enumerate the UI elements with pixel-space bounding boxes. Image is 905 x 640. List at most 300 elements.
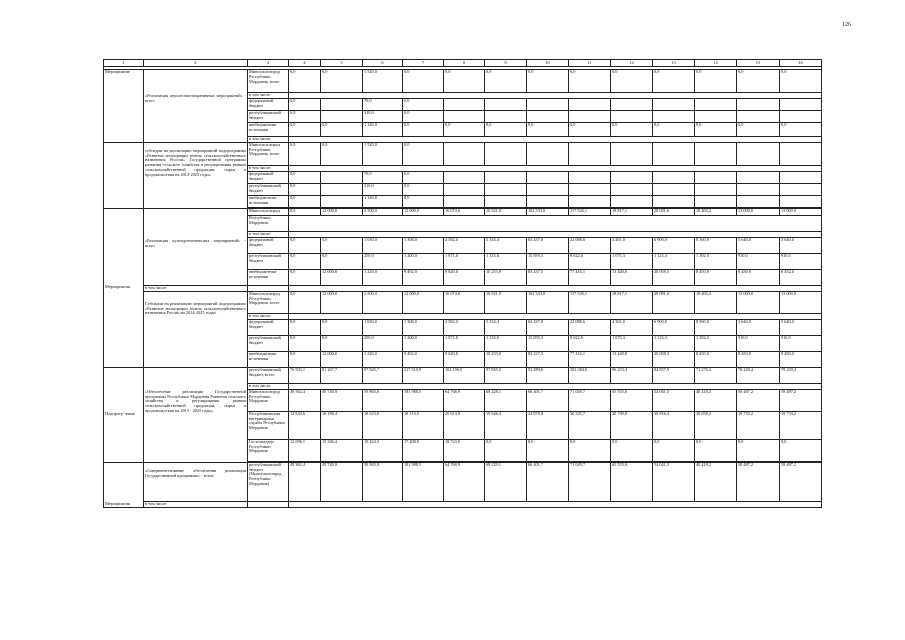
value-cell: 0,0 — [444, 123, 485, 137]
value-cell: 250,0 — [363, 335, 403, 351]
value-cell — [695, 99, 737, 111]
source-cell: республиканский бюджет, всего — [248, 367, 289, 383]
column-header-1: 1 — [104, 60, 144, 67]
value-cell: 18 723,6 — [444, 439, 485, 461]
value-cell: 71 049,7 — [569, 462, 611, 501]
column-header-16: 16 — [780, 60, 822, 67]
value-cell: 13 000,0 — [737, 291, 780, 313]
value-cell: 16 180,4 — [321, 411, 363, 439]
value-cell: 0,0 — [321, 237, 363, 253]
value-cell: 78 220,4 — [780, 367, 822, 383]
value-cell: 0,0 — [321, 253, 363, 269]
value-cell — [527, 171, 569, 183]
value-cell: 65 555,6 — [611, 389, 653, 411]
value-cell: 3 640,0 — [780, 319, 822, 335]
value-cell: 0,0 — [569, 70, 611, 93]
source-cell: Минсельхозпрод Республики Мордовия, всего — [248, 70, 289, 93]
page-number: 126 — [842, 22, 851, 28]
value-cell: 0,0 — [611, 70, 653, 93]
value-cell: 8 452,0 — [780, 269, 822, 285]
empty-cell — [289, 501, 822, 507]
row-type-cell: Мероприятия — [104, 208, 144, 367]
value-cell: 1 392,5 — [695, 335, 737, 351]
source-cell: республиканский бюджет (Минсельхозпрод Республики Мордовия) — [248, 462, 289, 501]
value-cell: 0,0 — [403, 142, 444, 165]
value-cell — [485, 99, 527, 111]
value-cell: 68 228,1 — [485, 389, 527, 411]
value-cell — [611, 183, 653, 195]
source-cell: федеральный бюджет — [248, 99, 289, 111]
value-cell: 49 740,9 — [321, 462, 363, 501]
value-cell — [653, 195, 695, 207]
value-cell: 0,0 — [321, 70, 363, 93]
value-cell: 181 988,5 — [403, 462, 444, 501]
value-cell — [737, 195, 780, 207]
value-cell: 0,0 — [403, 183, 444, 195]
value-cell: 97 925,7 — [363, 367, 403, 383]
value-cell: 54 041,5 — [653, 389, 695, 411]
value-cell — [737, 99, 780, 111]
value-cell: 162 533,8 — [527, 291, 569, 313]
value-cell — [485, 195, 527, 207]
value-cell: 0,0 — [653, 70, 695, 93]
value-cell: 1 871,8 — [444, 253, 485, 269]
value-cell: 0,0 — [321, 142, 363, 165]
value-cell: 0,0 — [289, 111, 321, 123]
column-header-7: 7 — [403, 60, 444, 67]
value-cell — [737, 142, 780, 165]
value-cell: 1 308,0 — [403, 237, 444, 253]
budget-table — [103, 59, 822, 508]
value-cell — [611, 99, 653, 111]
value-cell: 20 058,3 — [653, 351, 695, 367]
value-cell: 54 041,5 — [653, 462, 695, 501]
value-cell — [527, 195, 569, 207]
column-header-6: 6 — [363, 60, 403, 67]
value-cell — [485, 183, 527, 195]
value-cell: 0,0 — [403, 99, 444, 111]
source-cell: Гостехнадзор Республики Мордовия — [248, 439, 289, 461]
value-cell: 49 362,4 — [289, 462, 321, 501]
value-cell: 5 334,4 — [485, 319, 527, 335]
value-cell: 4 201,0 — [611, 237, 653, 253]
value-cell — [695, 142, 737, 165]
source-cell: республиканский бюджет — [248, 111, 289, 123]
value-cell: 0,0 — [695, 439, 737, 461]
table-row — [104, 70, 822, 93]
source-cell: Минсельхозпрод — [248, 208, 289, 215]
value-cell: 0,0 — [737, 439, 780, 461]
value-cell: 70,0 — [363, 99, 403, 111]
value-cell: 9 492,0 — [403, 269, 444, 285]
value-cell: 22 088,6 — [569, 237, 611, 253]
value-cell: 8 450,0 — [780, 351, 822, 367]
subtotal-label: в том числе: — [144, 285, 248, 291]
source-cell: федеральный бюджет — [248, 237, 289, 253]
value-cell: 162 533,8 — [527, 208, 569, 215]
value-cell: 1 220,0 — [363, 269, 403, 285]
value-cell: 97 855,5 — [485, 367, 527, 383]
value-cell: 3 640,0 — [737, 319, 780, 335]
value-cell: 19 626,4 — [485, 411, 527, 439]
value-cell: 83 237,5 — [527, 351, 569, 367]
value-cell: 910,0 — [780, 335, 822, 351]
value-cell: 64 768,9 — [444, 462, 485, 501]
value-cell — [611, 111, 653, 123]
value-cell: 59 865,8 — [363, 462, 403, 501]
table-row — [104, 501, 822, 507]
value-cell: 117 526,1 — [569, 208, 611, 215]
value-cell: 1 333,6 — [485, 253, 527, 269]
value-cell: 12 000,0 — [321, 269, 363, 285]
value-cell: 12 696,1 — [289, 439, 321, 461]
value-cell: 0,0 — [569, 123, 611, 137]
source-cell: в том числе: — [248, 231, 289, 237]
value-cell — [695, 183, 737, 195]
row-type-cell: Мероприятие — [104, 70, 144, 143]
source-cell: федеральный бюджет — [248, 319, 289, 335]
value-cell: 16 074,6 — [444, 291, 485, 313]
value-cell: 20 614,0 — [444, 411, 485, 439]
value-cell — [527, 183, 569, 195]
value-cell: 91 280,6 — [527, 367, 569, 383]
value-cell: 910,0 — [737, 335, 780, 351]
value-cell: 8 450,0 — [737, 269, 780, 285]
value-cell: 12 000,0 — [321, 351, 363, 367]
value-cell — [444, 111, 485, 123]
value-cell — [321, 171, 363, 183]
value-cell — [569, 142, 611, 165]
value-cell — [527, 111, 569, 123]
column-header-10: 10 — [527, 60, 569, 67]
value-cell: 250,0 — [363, 253, 403, 269]
row-type-cell — [104, 142, 144, 208]
subtotal-label: в том числе: — [248, 137, 289, 143]
source-cell: внебюджетные источники — [248, 269, 289, 285]
value-cell: 13 000,0 — [780, 291, 822, 313]
column-header-5: 5 — [321, 60, 363, 67]
subtotal-label: в том числе: — [144, 501, 248, 507]
value-cell — [569, 183, 611, 195]
value-cell: 58 487,2 — [780, 462, 822, 501]
value-cell: 77 416,1 — [569, 269, 611, 285]
value-cell — [780, 195, 822, 207]
value-cell: 0,0 — [321, 123, 363, 137]
column-header-9: 9 — [485, 60, 527, 67]
value-cell: 17 408,9 — [403, 439, 444, 461]
value-cell: 2 500,0 — [363, 291, 403, 313]
value-cell — [737, 183, 780, 195]
value-cell: 8 560,0 — [695, 319, 737, 335]
measure-name-cell: субсидии на реализацию мероприятий подпрограммы «Развитие мелиорации земель сельскохозяйственного назначения России» Государственной программы развития сельского хозяйства и регулирования рынков сельскохозяйственной продукции, сырья и продовольствия на 2013-2025 годы» — [144, 142, 248, 208]
value-cell: 18 403,2 — [695, 208, 737, 215]
value-cell: 0,0 — [611, 123, 653, 137]
value-cell: 4 301,0 — [611, 319, 653, 335]
table-row — [104, 367, 822, 383]
value-cell: 0,0 — [289, 351, 321, 367]
value-cell: 13 440,8 — [611, 269, 653, 285]
value-cell: 0,0 — [653, 123, 695, 137]
value-cell: 0,0 — [289, 70, 321, 93]
value-cell: 0,0 — [485, 439, 527, 461]
source-cell: федеральный бюджет — [248, 171, 289, 183]
value-cell: 0,0 — [403, 123, 444, 137]
value-cell: 0,0 — [289, 269, 321, 285]
header-row — [104, 60, 822, 67]
value-cell — [321, 111, 363, 123]
value-cell: 1 123,3 — [653, 253, 695, 269]
value-cell — [737, 171, 780, 183]
value-cell — [611, 195, 653, 207]
value-cell — [569, 195, 611, 207]
value-cell: 30 816,4 — [653, 411, 695, 439]
measure-name-cell: Субсидии на реализацию мероприятий подпрограммы «Развитие мелиорации земель сельскохозяйственного назначения России на 2014-2025 годы» — [144, 291, 248, 367]
value-cell: 13 440,8 — [611, 351, 653, 367]
value-cell: 63 437,0 — [527, 319, 569, 335]
value-cell: 1 123,3 — [653, 335, 695, 351]
column-header-2: 2 — [144, 60, 248, 67]
table-row — [104, 291, 822, 313]
value-cell — [321, 195, 363, 207]
source-cell: республиканский бюджет — [248, 183, 289, 195]
value-cell: 0,0 — [485, 70, 527, 93]
measure-name-cell: «Совершенствование обеспечения реализации Государственной программы» - всего: — [144, 462, 248, 501]
value-cell: 117 526,1 — [569, 291, 611, 313]
value-cell: 9 620,8 — [444, 269, 485, 285]
value-cell: 2 500,0 — [363, 208, 403, 215]
value-cell: 16 921,0 — [485, 291, 527, 313]
value-cell: 19 424,3 — [363, 439, 403, 461]
value-cell: 58 487,2 — [737, 389, 780, 411]
value-cell: 1 075,3 — [611, 335, 653, 351]
value-cell: 10 253,0 — [485, 269, 527, 285]
value-cell: 0,0 — [444, 70, 485, 93]
value-cell — [569, 99, 611, 111]
value-cell: 910,0 — [737, 253, 780, 269]
column-header-11: 11 — [569, 60, 611, 67]
column-header-13: 13 — [653, 60, 695, 67]
value-cell — [780, 99, 822, 111]
value-cell: 49 740,9 — [321, 389, 363, 411]
value-cell: 4 582,0 — [444, 319, 485, 335]
value-cell: 12 534,6 — [289, 411, 321, 439]
value-cell: 910,0 — [780, 253, 822, 269]
value-cell: 18 403,2 — [695, 291, 737, 313]
value-cell: 13 000,0 — [737, 208, 780, 215]
value-cell: 83 237,5 — [527, 269, 569, 285]
value-cell — [611, 142, 653, 165]
value-cell: 28 081,6 — [653, 208, 695, 215]
value-cell: 18 623,6 — [363, 411, 403, 439]
value-cell: 0,0 — [527, 123, 569, 137]
value-cell: 0,0 — [289, 195, 321, 207]
value-cell: 104 106,5 — [444, 367, 485, 383]
value-cell: 0,0 — [289, 171, 321, 183]
value-cell — [321, 183, 363, 195]
value-cell: 1 030,0 — [363, 319, 403, 335]
value-cell: 0,0 — [737, 70, 780, 93]
column-header-8: 8 — [444, 60, 485, 67]
source-cell: Минсельхозпрод Республики Мордовия — [248, 389, 289, 411]
source-cell: Минсельхозпрод Республики Мордовия, всего — [248, 291, 289, 313]
value-cell: 0,0 — [289, 99, 321, 111]
value-cell: 8 450,0 — [695, 351, 737, 367]
value-cell: 1 871,8 — [444, 335, 485, 351]
value-cell — [527, 142, 569, 165]
value-cell: 0,0 — [403, 111, 444, 123]
value-cell: 0,0 — [289, 291, 321, 313]
value-cell: 63 437,0 — [527, 237, 569, 253]
value-cell — [737, 111, 780, 123]
value-cell: 40 418,2 — [695, 462, 737, 501]
column-header-12: 12 — [611, 60, 653, 67]
value-cell: 0,0 — [321, 335, 363, 351]
empty-cell — [289, 215, 822, 231]
value-cell: 59 865,8 — [363, 389, 403, 411]
value-cell: 310,0 — [363, 183, 403, 195]
value-cell: 0,0 — [527, 439, 569, 461]
value-cell: 1 200,0 — [403, 335, 444, 351]
value-cell: 0,0 — [695, 70, 737, 93]
source-cell: внебюджетные источники — [248, 123, 289, 137]
value-cell: 0,0 — [485, 123, 527, 137]
value-cell — [444, 142, 485, 165]
value-cell: 0,0 — [289, 237, 321, 253]
value-cell — [780, 183, 822, 195]
measure-name-cell: «Реализация агролесомелиоративных мероприятий» - всего — [144, 70, 248, 143]
value-cell: 16 074,6 — [444, 208, 485, 215]
value-cell — [780, 111, 822, 123]
value-cell: 81 267,7 — [321, 367, 363, 383]
value-cell: 0,0 — [653, 439, 695, 461]
value-cell — [444, 171, 485, 183]
value-cell: 0,0 — [695, 123, 737, 137]
row-type-cell: Подпрогр- амма — [104, 367, 144, 462]
value-cell: 22 088,6 — [569, 319, 611, 335]
value-cell: 64 768,9 — [444, 389, 485, 411]
value-cell: 181 988,5 — [403, 389, 444, 411]
value-cell: 0,0 — [737, 123, 780, 137]
column-header-15: 15 — [737, 60, 780, 67]
value-cell: 3 640,0 — [737, 237, 780, 253]
value-cell: 70,0 — [363, 171, 403, 183]
value-cell: 18 817,1 — [611, 208, 653, 215]
value-cell: 0,0 — [289, 319, 321, 335]
value-cell: 0,0 — [780, 123, 822, 137]
value-cell: 0,0 — [527, 70, 569, 93]
value-cell — [611, 171, 653, 183]
empty-cell — [248, 501, 289, 507]
value-cell: 77 416,1 — [569, 351, 611, 367]
value-cell: 9 620,8 — [444, 351, 485, 367]
value-cell: 12 000,0 — [321, 291, 363, 313]
value-cell: 0,0 — [611, 439, 653, 461]
value-cell: 4 582,0 — [444, 237, 485, 253]
value-cell: 30 335,7 — [569, 411, 611, 439]
value-cell: 71 049,7 — [569, 389, 611, 411]
table-row — [104, 142, 822, 165]
value-cell — [695, 111, 737, 123]
value-cell: 15 346,4 — [321, 439, 363, 461]
value-cell: 20 058,3 — [653, 269, 695, 285]
source-cell: республиканский бюджет — [248, 253, 289, 269]
value-cell: 101 384,6 — [569, 367, 611, 383]
value-cell — [321, 99, 363, 111]
value-cell — [485, 111, 527, 123]
value-cell: 12 000,0 — [403, 291, 444, 313]
value-cell: 1 200,0 — [403, 253, 444, 269]
value-cell: 1 308,0 — [403, 319, 444, 335]
value-cell: 0,0 — [403, 70, 444, 93]
value-cell — [444, 99, 485, 111]
value-cell: 96 253,4 — [611, 367, 653, 383]
value-cell: 8 022,6 — [569, 335, 611, 351]
value-cell: 0,0 — [289, 142, 321, 165]
row-type-cell: Мероприятия — [104, 462, 144, 507]
value-cell: 0,0 — [780, 439, 822, 461]
value-cell: 58 487,2 — [780, 389, 822, 411]
value-cell: 10 253,0 — [485, 351, 527, 367]
value-cell: 65 555,6 — [611, 462, 653, 501]
value-cell: 217 510,9 — [403, 367, 444, 383]
value-cell: 0,0 — [569, 439, 611, 461]
value-cell: 66 401,7 — [527, 389, 569, 411]
value-cell: 15 859,3 — [527, 253, 569, 269]
value-cell: 0,0 — [289, 183, 321, 195]
source-cell: в том числе: — [248, 165, 289, 171]
value-cell: 1 520,0 — [363, 142, 403, 165]
value-cell: 0,0 — [289, 335, 321, 351]
value-cell — [527, 99, 569, 111]
value-cell: 8 450,0 — [737, 351, 780, 367]
value-cell: 3 640,0 — [780, 237, 822, 253]
source-cell: внебюджетные источники — [248, 351, 289, 367]
column-header-4: 4 — [289, 60, 321, 67]
value-cell: 76 593,1 — [289, 367, 321, 383]
value-cell: 12 000,0 — [403, 208, 444, 215]
value-cell: 1 140,0 — [363, 123, 403, 137]
value-cell: 1 333,6 — [485, 335, 527, 351]
value-cell: 71 276,4 — [695, 367, 737, 383]
value-cell: 15 859,3 — [527, 335, 569, 351]
value-cell: 13 000,0 — [780, 208, 822, 215]
value-cell — [485, 142, 527, 165]
value-cell: 18 817,1 — [611, 291, 653, 313]
value-cell: 8 450,0 — [695, 269, 737, 285]
value-cell — [695, 171, 737, 183]
table-row — [104, 462, 822, 501]
value-cell: 12 000,0 — [321, 208, 363, 215]
source-cell: Республиканская ветеринарная служба Республики Мордовия — [248, 411, 289, 439]
value-cell: 1 075,3 — [611, 253, 653, 269]
value-cell — [653, 111, 695, 123]
value-cell — [780, 171, 822, 183]
value-cell: 16 921,0 — [485, 208, 527, 215]
value-cell: 30 858,2 — [695, 411, 737, 439]
value-cell: 0,0 — [289, 123, 321, 137]
value-cell — [444, 195, 485, 207]
measure-name-cell: «Реализация культуртехнических мероприятий» - всего — [144, 208, 248, 285]
value-cell: 40 418,2 — [695, 389, 737, 411]
source-cell: в том числе: — [248, 383, 289, 389]
value-cell: 8 560,0 — [695, 237, 737, 253]
measure-name-cell: «Обеспечение реализации Государственной программы Республики Мордовия Развития сельского хозяйства и регулирования рынков сельскохозяйственной продукции, сырья и продовольствия на 2013 - 2025 годы» — [144, 367, 248, 462]
value-cell: 0,0 — [403, 195, 444, 207]
source-cell: в том числе — [248, 93, 289, 99]
value-cell: 8 022,6 — [569, 253, 611, 269]
value-cell: 0,0 — [403, 171, 444, 183]
value-cell: 78 220,4 — [737, 367, 780, 383]
